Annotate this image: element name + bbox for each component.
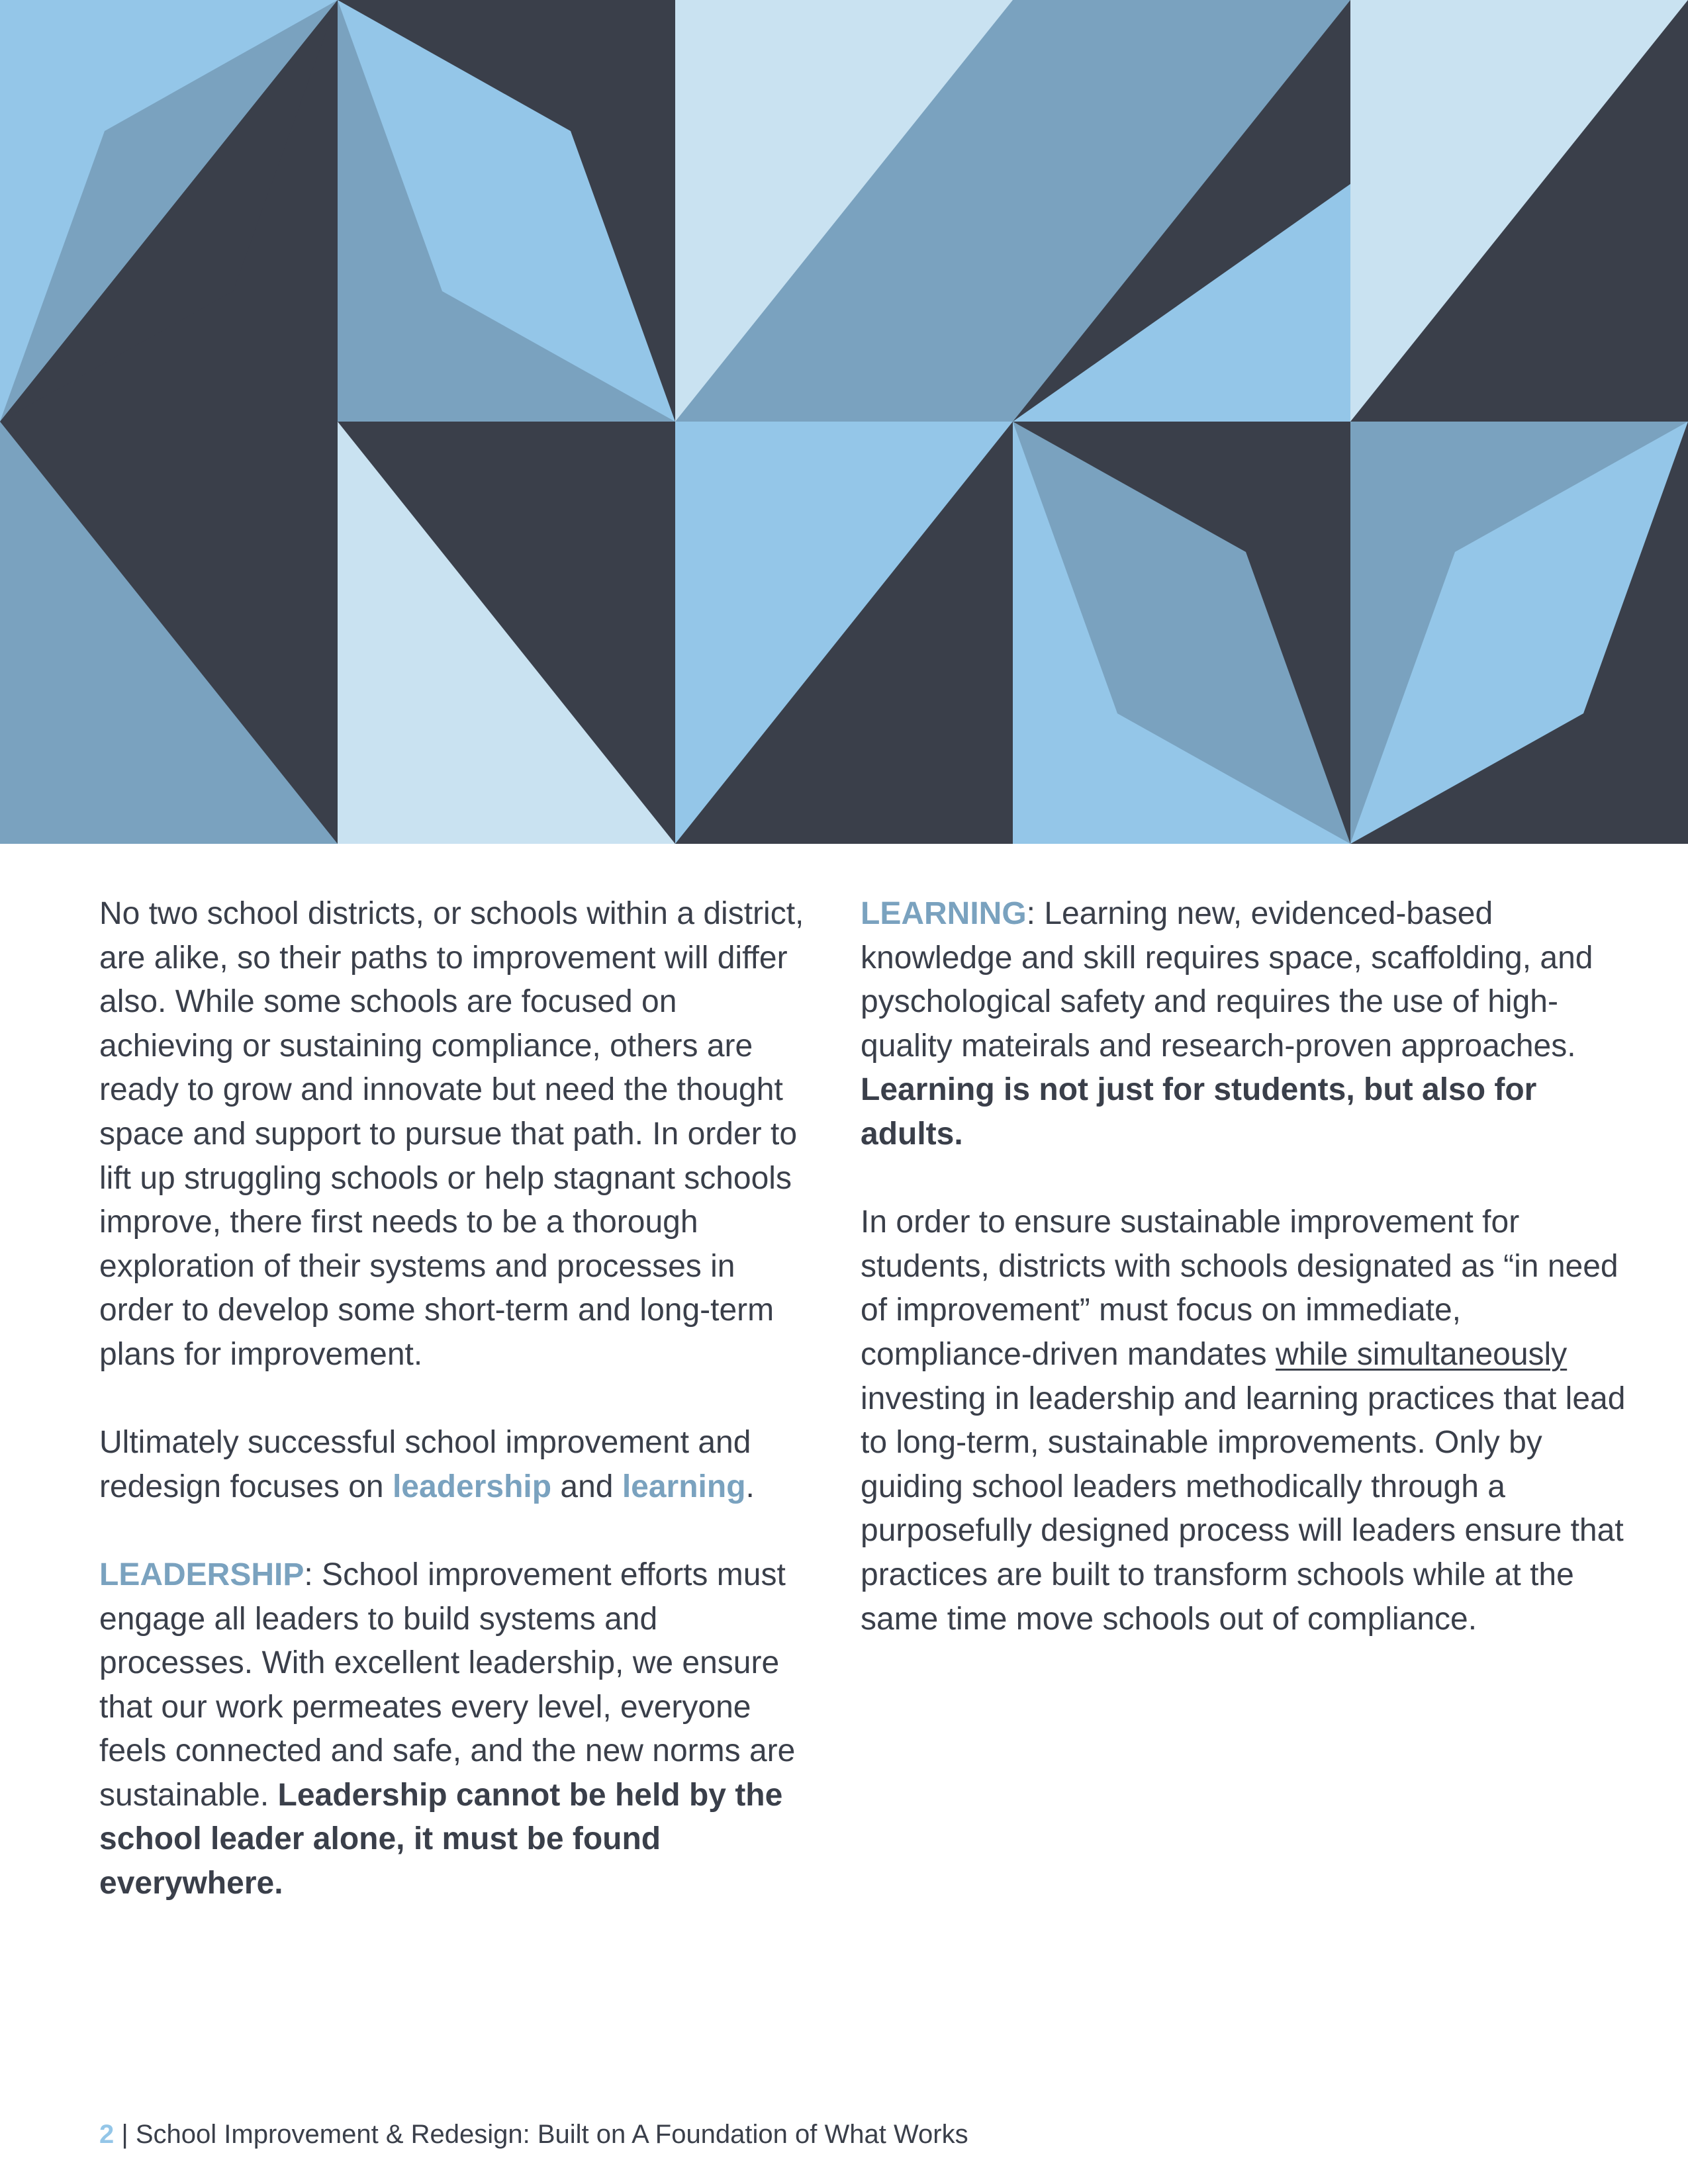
learning-paragraph (861, 892, 1628, 1157)
document-title: School Improvement & Redesign: Built on A Foundation of What Works (135, 2120, 968, 2149)
leadership-keyword: leadership (392, 1469, 552, 1504)
banner-tile (1013, 0, 1350, 422)
banner-tile (1013, 422, 1350, 844)
left-column (99, 892, 814, 1950)
banner-tile (675, 0, 1013, 422)
page-number: 2 (99, 2120, 115, 2149)
learning-keyword: learning (622, 1469, 746, 1504)
sustainability-text-start: In order to ensure sustainable improvement for students, districts with schools designated as “in need of improvement” must focus on immediate, compliance-driven mandates (861, 1205, 1618, 1372)
leadership-emphasis: Leadership cannot be held by the school leader alone, it must be found everywhere. (99, 1777, 783, 1901)
learning-emphasis: Learning is not just for students, but also for adults. (861, 1072, 1537, 1152)
focus-conjunction: and (551, 1469, 622, 1504)
sustainability-paragraph (861, 1201, 1628, 1641)
decorative-geometric-banner (0, 0, 1688, 844)
banner-tile (1350, 422, 1688, 844)
right-column (861, 892, 1628, 1686)
page-footer (99, 2116, 968, 2152)
footer-separator: | (114, 2120, 136, 2149)
banner-tile (1350, 0, 1688, 422)
leadership-text: : School improvement efforts must engage all leaders to build systems and processes. With excellent leadership, we ensure that our work permeates every level, everyone feels connected and safe, and the new norms are sustainable. (99, 1557, 796, 1813)
underlined-phrase: while simultaneously (1275, 1336, 1568, 1372)
banner-tile (338, 422, 675, 844)
leadership-heading: LEADERSHIP (99, 1557, 305, 1592)
banner-tile (338, 0, 675, 422)
focus-text: Ultimately successful school improvement and redesign focuses on (99, 1425, 751, 1504)
banner-tile (0, 422, 338, 844)
banner-tile (675, 422, 1013, 844)
leadership-paragraph (99, 1553, 814, 1906)
intro-paragraph: No two school districts, or schools within a district, are alike, so their paths to improvement will differ also. While some schools are focused on achieving or sustaining compliance, others are ready to grow and innovate but need the thought space and support to pursue that path. In order to lift up struggling schools or help stagnant schools improve, there first needs to be a thorough exploration of their systems and processes in order to develop some short-term and long-term plans for improvement. (99, 896, 804, 1372)
focus-period: . (745, 1469, 755, 1504)
learning-heading: LEARNING (861, 896, 1027, 931)
focus-paragraph (99, 1421, 814, 1509)
learning-text: : Learning new, evidenced-based knowledge and skill requires space, scaffolding, and pyschological safety and requires the use of high-quality mateirals and research-proven approaches. (861, 896, 1593, 1064)
banner-tile (0, 0, 338, 422)
sustainability-text-end: investing in leadership and learning practices that lead to long-term, sustainable improvements. Only by guiding school leaders methodically through a purposefully designed process will leaders ensure that practices are built to transform schools while at the same time move schools out of compliance. (861, 1381, 1626, 1637)
